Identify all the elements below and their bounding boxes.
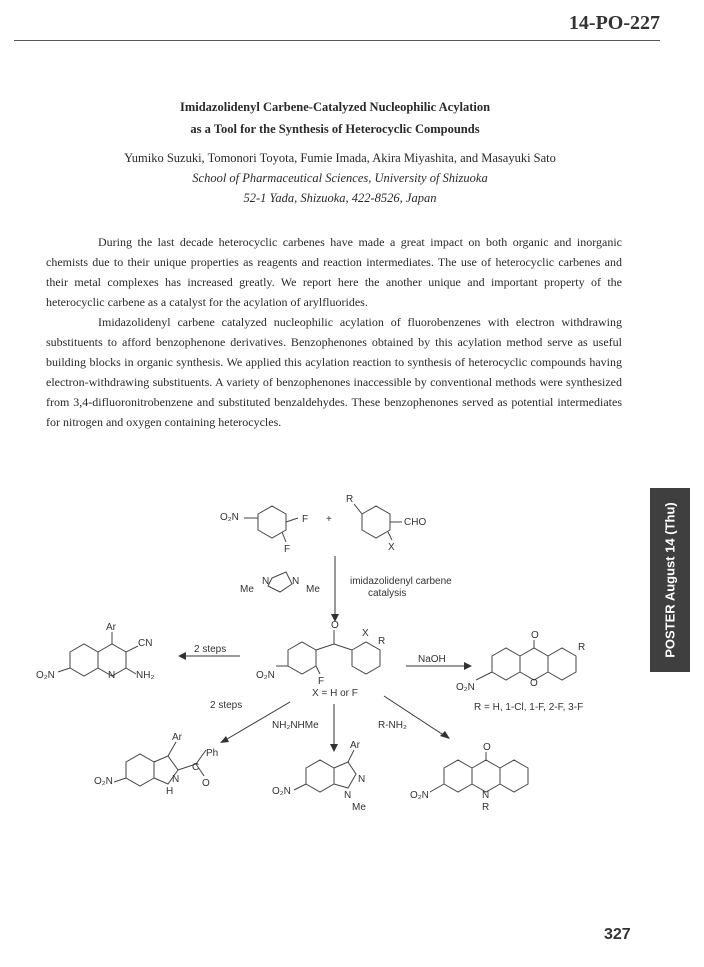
label-o-xanthone-ring: O <box>530 678 538 689</box>
label-o2n-benzophenone: O₂N <box>256 670 275 681</box>
label-o2n-indazole: O₂N <box>272 786 291 797</box>
poster-date-label: POSTER August 14 (Thu) <box>662 502 678 658</box>
arrow-to-acridone <box>384 696 448 738</box>
catalysis-line-2: catalysis <box>368 588 407 599</box>
poster-date-tab <box>650 488 690 672</box>
starting-material-benzaldehyde <box>346 494 426 553</box>
naoh-reagent: NaOH <box>418 654 446 665</box>
two-steps-bottom: 2 steps <box>210 700 243 711</box>
x-condition: X = H or F <box>312 688 358 699</box>
r-condition: R = H, 1-Cl, 1-F, 2-F, 3-F <box>474 702 584 713</box>
label-r-xanthone: R <box>578 642 586 653</box>
aminoquinoline-product <box>36 622 154 681</box>
label-c: C <box>192 762 200 773</box>
label-x-aldehyde: X <box>388 542 395 553</box>
label-me-indazole: Me <box>352 802 366 813</box>
label-ar-quinoline: Ar <box>106 622 116 633</box>
author-names: Yumiko Suzuki, Tomonori Toyota, Fumie Imada, Akira Miyashita, and Masayuki Sato <box>124 151 556 165</box>
label-o-carbonyl: O <box>331 620 339 631</box>
label-cn: CN <box>138 638 153 649</box>
label-x-product: X <box>362 628 369 639</box>
label-o2n-xanthone: O₂N <box>456 682 475 693</box>
label-n-catalyst-2: N <box>292 576 300 587</box>
label-me-catalyst-1: Me <box>240 584 254 595</box>
label-n-indazole-2: N <box>344 790 352 801</box>
label-n-quinoline: N <box>108 670 116 681</box>
label-nh2: NH₂ <box>136 670 155 681</box>
label-ar-indazole: Ar <box>350 740 360 751</box>
xanthone-product <box>456 630 585 693</box>
starting-material-difluoronitrobenzene <box>220 506 308 555</box>
label-me-catalyst-2: Me <box>306 584 320 595</box>
label-n-catalyst-1: N <box>262 576 270 587</box>
indole-product <box>94 732 218 797</box>
label-o-acridone: O <box>483 742 491 753</box>
indazole-product <box>272 740 366 813</box>
label-r-aldehyde: R <box>346 494 354 505</box>
label-o-indole: O <box>202 778 210 789</box>
reaction-scheme <box>0 480 650 830</box>
header-rule <box>14 40 660 41</box>
label-n-acridone: N <box>482 790 490 801</box>
label-h-indole: H <box>166 786 174 797</box>
label-r-acridone: R <box>482 802 490 813</box>
benzophenone-intermediate <box>256 620 385 687</box>
label-o-xanthone-carbonyl: O <box>531 630 539 641</box>
affiliation: School of Pharmaceutical Sciences, University of Shizuoka <box>192 171 488 185</box>
two-steps-left: 2 steps <box>194 644 227 655</box>
label-n-indazole-1: N <box>358 774 366 785</box>
page-number: 327 <box>604 926 631 943</box>
label-f-start-1: F <box>302 514 309 525</box>
label-n-indole: N <box>172 774 180 785</box>
abstract-paragraph-1: During the last decade heterocyclic carbenes have made a great impact on both organic and inorganic chemists due to their unique properties as reagents and reaction intermediates. The use of heterocyclic carbenes and their metal complexes has increased greatly. We report here the another unique and important property of the heterocyclic carbene as a catalyst for the acylation of arylfluorides. <box>46 235 622 309</box>
catalysis-line-1: imidazolidenyl carbene <box>350 576 452 587</box>
label-ph: Ph <box>206 748 219 759</box>
author-block <box>60 148 620 208</box>
label-f-benzophenone: F <box>318 676 325 687</box>
hydrazine-reagent: NH₂NHMe <box>272 720 319 731</box>
acridone-product <box>410 742 528 813</box>
plus-sign: + <box>326 514 332 525</box>
abstract <box>46 232 622 432</box>
label-ar-indole: Ar <box>172 732 182 743</box>
label-o2n-acridone: O₂N <box>410 790 429 801</box>
carbene-catalyst <box>240 572 320 595</box>
amine-reagent: R-NH₂ <box>378 720 407 731</box>
label-o2n-start: O₂N <box>220 512 239 523</box>
poster-id: 14-PO-227 <box>568 12 660 34</box>
label-o2n-indole: O₂N <box>94 776 113 787</box>
title-line-1: Imidazolidenyl Carbene-Catalyzed Nucleophilic Acylation <box>179 100 491 114</box>
title-line-2: as a Tool for the Synthesis of Heterocyclic Compounds <box>190 122 480 136</box>
label-cho: CHO <box>404 517 427 528</box>
label-o2n-quinoline: O₂N <box>36 670 55 681</box>
abstract-paragraph-2: Imidazolidenyl carbene catalyzed nucleophilic acylation of fluorobenzenes with electron withdrawing substituents to afford benzophenone derivatives. Benzophenones obtained by this acylation method serve as useful building blocks in organic synthesis. We applied this acylation reaction to synthesis of heterocyclic compounds having electron-withdrawing substituents. A variety of benzophenones inaccessible by conventional methods were synthesized from 3,4-difluoronitrobenzene and substituted benzaldehydes. These benzophenones served as potential intermediates for nitrogen and oxygen containing heterocycles. <box>46 315 622 429</box>
label-r-product: R <box>378 636 386 647</box>
address: 52-1 Yada, Shizuoka, 422-8526, Japan <box>243 191 437 205</box>
paper-title <box>100 96 570 140</box>
label-f-start-2: F <box>284 544 291 555</box>
